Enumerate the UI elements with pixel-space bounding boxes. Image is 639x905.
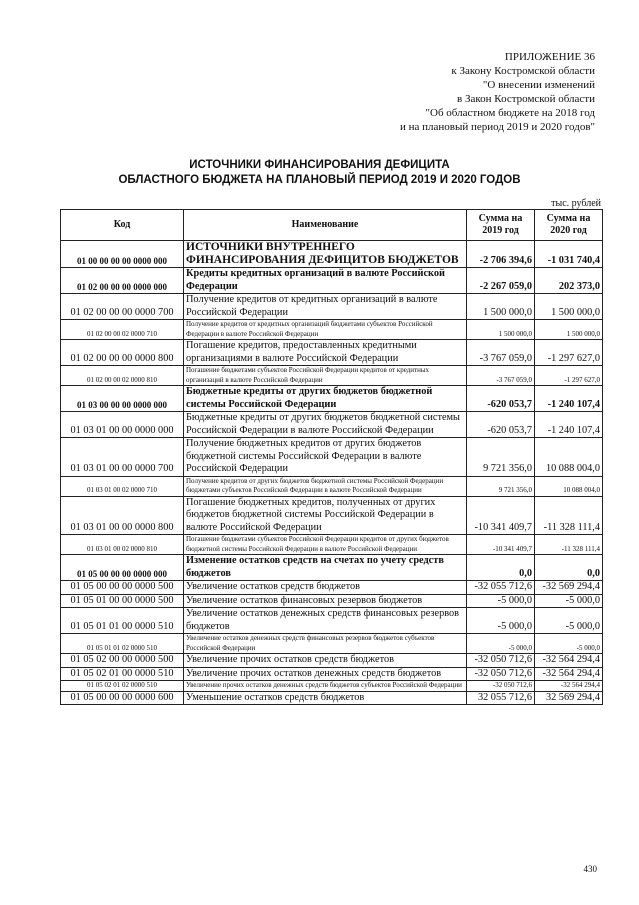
row-name: Бюджетные кредиты от других бюджетов бюджетной системы Российской Федерации	[184, 386, 467, 412]
row-name: Погашение бюджетных кредитов, полученных от других бюджетов бюджетной системы Российской Федерации в валюте Российской Федерации	[184, 496, 467, 535]
row-code: 01 05 01 00 00 0000 500	[61, 594, 184, 608]
row-sum-2019: -5 000,0	[467, 608, 535, 634]
table-row	[61, 438, 603, 477]
row-code: 01 02 00 00 00 0000 700	[61, 294, 184, 320]
table-body	[61, 241, 603, 705]
row-sum-2020: -32 564 294,4	[535, 654, 603, 668]
table-row	[61, 340, 603, 366]
row-sum-2020: 0,0	[535, 555, 603, 581]
row-sum-2019: 32 055 712,6	[467, 691, 535, 705]
row-sum-2020: 1 500 000,0	[535, 320, 603, 340]
row-name: Увеличение остатков денежных средств финансовых резервов бюджетов	[184, 608, 467, 634]
title-line-1: ИСТОЧНИКИ ФИНАНСИРОВАНИЯ ДЕФИЦИТА	[189, 159, 450, 171]
row-name: Получение кредитов от кредитных организаций бюджетами субъектов Российской Федерации в валюте Российской Федерации	[184, 320, 467, 340]
table-row	[61, 654, 603, 668]
row-code: 01 03 01 00 00 0000 000	[61, 412, 184, 438]
row-code: 01 03 00 00 00 0000 000	[61, 386, 184, 412]
row-sum-2019: 9 721 356,0	[467, 476, 535, 496]
appendix-line: "О внесении изменений	[482, 79, 595, 91]
table-row	[61, 555, 603, 581]
table-row	[61, 496, 603, 535]
row-sum-2020: 1 500 000,0	[535, 294, 603, 320]
row-name: Увеличение прочих остатков средств бюджетов	[184, 654, 467, 668]
header-name: Наименование	[184, 210, 467, 241]
row-sum-2020: 202 373,0	[535, 268, 603, 294]
row-sum-2020: -1 031 740,4	[535, 241, 603, 268]
row-sum-2020: -1 297 627,0	[535, 366, 603, 386]
row-name: Погашение кредитов, предоставленных кредитными организациями в валюте Российской Федерации	[184, 340, 467, 366]
row-sum-2019: 1 500 000,0	[467, 320, 535, 340]
table-row	[61, 667, 603, 681]
table-row	[61, 366, 603, 386]
appendix-line: к Закону Костромской области	[451, 65, 595, 77]
appendix-line: ПРИЛОЖЕНИЕ 36	[504, 51, 595, 63]
row-code: 01 05 02 01 00 0000 510	[61, 667, 184, 681]
page-number: 430	[583, 864, 597, 874]
row-code: 01 02 00 00 00 0000 000	[61, 268, 184, 294]
table-row	[61, 241, 603, 268]
row-sum-2020: -1 240 107,4	[535, 412, 603, 438]
table-row	[61, 594, 603, 608]
row-sum-2020: 32 569 294,4	[535, 691, 603, 705]
row-name: Уменьшение остатков средств бюджетов	[184, 691, 467, 705]
row-name: Увеличение остатков средств бюджетов	[184, 581, 467, 595]
financing-sources-table	[60, 209, 603, 705]
row-sum-2019: -3 767 059,0	[467, 340, 535, 366]
row-code: 01 05 01 01 02 0000 510	[61, 634, 184, 654]
row-name: Бюджетные кредиты от других бюджетов бюджетной системы Российской Федерации в валюте Российской Федерации	[184, 412, 467, 438]
row-sum-2019: 1 500 000,0	[467, 294, 535, 320]
row-code: 01 05 00 00 00 0000 600	[61, 691, 184, 705]
row-sum-2019: -2 706 394,6	[467, 241, 535, 268]
row-sum-2019: -32 050 712,6	[467, 667, 535, 681]
appendix-line: в Закон Костромской области	[457, 93, 595, 105]
row-code: 01 05 01 01 00 0000 510	[61, 608, 184, 634]
document-title	[0, 158, 639, 188]
row-sum-2019: -3 767 059,0	[467, 366, 535, 386]
row-name: Получение кредитов от кредитных организаций в валюте Российской Федерации	[184, 294, 467, 320]
table-row	[61, 412, 603, 438]
table-header-row	[61, 210, 603, 241]
row-sum-2020: -11 328 111,4	[535, 496, 603, 535]
row-code: 01 03 01 00 02 0000 810	[61, 535, 184, 555]
table-row	[61, 476, 603, 496]
row-sum-2019: -620 053,7	[467, 412, 535, 438]
row-name: Изменение остатков средств на счетах по учету средств бюджетов	[184, 555, 467, 581]
appendix-line: "Об областном бюджете на 2018 год	[425, 107, 595, 119]
table-row	[61, 581, 603, 595]
row-code: 01 00 00 00 00 0000 000	[61, 241, 184, 268]
row-name: Увеличение остатков финансовых резервов бюджетов	[184, 594, 467, 608]
row-name: Увеличение остатков денежных средств финансовых резервов бюджетов субъектов Российской Федерации	[184, 634, 467, 654]
row-sum-2020: -11 328 111,4	[535, 535, 603, 555]
row-name: Погашение бюджетами субъектов Российской Федерации кредитов от других бюджетов бюджетной системы Российской Федерации в валюте Российской Федерации	[184, 535, 467, 555]
row-name: Получение бюджетных кредитов от других бюджетов бюджетной системы Российской Федерации в валюте Российской Федерации	[184, 438, 467, 477]
row-code: 01 03 01 00 00 0000 800	[61, 496, 184, 535]
row-sum-2019: -620 053,7	[467, 386, 535, 412]
row-sum-2019: -32 050 712,6	[467, 681, 535, 692]
row-name: ИСТОЧНИКИ ВНУТРЕННЕГО ФИНАНСИРОВАНИЯ ДЕФИЦИТОВ БЮДЖЕТОВ	[184, 241, 467, 268]
row-name: Кредиты кредитных организаций в валюте Российской Федерации	[184, 268, 467, 294]
row-code: 01 05 00 00 00 0000 000	[61, 555, 184, 581]
row-sum-2020: -1 240 107,4	[535, 386, 603, 412]
appendix-header	[400, 50, 595, 134]
row-sum-2019: 9 721 356,0	[467, 438, 535, 477]
row-sum-2020: -5 000,0	[535, 634, 603, 654]
units-label: тыс. рублей	[551, 198, 601, 209]
table-row	[61, 320, 603, 340]
row-sum-2020: -5 000,0	[535, 608, 603, 634]
row-code: 01 05 02 00 00 0000 500	[61, 654, 184, 668]
table-row	[61, 608, 603, 634]
row-code: 01 02 00 00 00 0000 800	[61, 340, 184, 366]
row-sum-2019: -5 000,0	[467, 594, 535, 608]
row-sum-2020: -5 000,0	[535, 594, 603, 608]
row-code: 01 02 00 00 02 0000 810	[61, 366, 184, 386]
row-code: 01 02 00 00 02 0000 710	[61, 320, 184, 340]
row-sum-2020: 10 088 004,0	[535, 438, 603, 477]
row-sum-2020: -1 297 627,0	[535, 340, 603, 366]
row-sum-2020: -32 564 294,4	[535, 667, 603, 681]
title-line-2: ОБЛАСТНОГО БЮДЖЕТА НА ПЛАНОВЫЙ ПЕРИОД 2019 И 2020 ГОДОВ	[118, 174, 521, 186]
table-row	[61, 634, 603, 654]
row-sum-2019: -2 267 059,0	[467, 268, 535, 294]
header-sum-2020: Сумма на 2020 год	[535, 210, 603, 241]
row-code: 01 03 01 00 00 0000 700	[61, 438, 184, 477]
row-sum-2019: -10 341 409,7	[467, 535, 535, 555]
row-sum-2020: -32 569 294,4	[535, 581, 603, 595]
row-code: 01 05 02 01 02 0000 510	[61, 681, 184, 692]
row-sum-2019: 0,0	[467, 555, 535, 581]
row-sum-2019: -5 000,0	[467, 634, 535, 654]
header-code: Код	[61, 210, 184, 241]
row-sum-2019: -10 341 409,7	[467, 496, 535, 535]
table-row	[61, 681, 603, 692]
table-row	[61, 268, 603, 294]
table-row	[61, 535, 603, 555]
row-name: Увеличение прочих остатков денежных средств бюджетов субъектов Российской Федерации	[184, 681, 467, 692]
header-sum-2019: Сумма на 2019 год	[467, 210, 535, 241]
appendix-line: и на плановый период 2019 и 2020 годов"	[399, 121, 595, 133]
row-sum-2020: -32 564 294,4	[535, 681, 603, 692]
row-name: Получение кредитов от других бюджетов бюджетной системы Российской Федерации бюджетами субъектов Российской Федерации в валюте Российской Федерации	[184, 476, 467, 496]
row-sum-2020: 10 088 004,0	[535, 476, 603, 496]
table-row	[61, 386, 603, 412]
row-code: 01 03 01 00 02 0000 710	[61, 476, 184, 496]
row-sum-2019: -32 050 712,6	[467, 654, 535, 668]
table-row	[61, 691, 603, 705]
table-row	[61, 294, 603, 320]
row-name: Увеличение прочих остатков денежных средств бюджетов	[184, 667, 467, 681]
row-sum-2019: -32 055 712,6	[467, 581, 535, 595]
row-name: Погашение бюджетами субъектов Российской Федерации кредитов от кредитных организаций в валюте Российской Федерации	[184, 366, 467, 386]
row-code: 01 05 00 00 00 0000 500	[61, 581, 184, 595]
